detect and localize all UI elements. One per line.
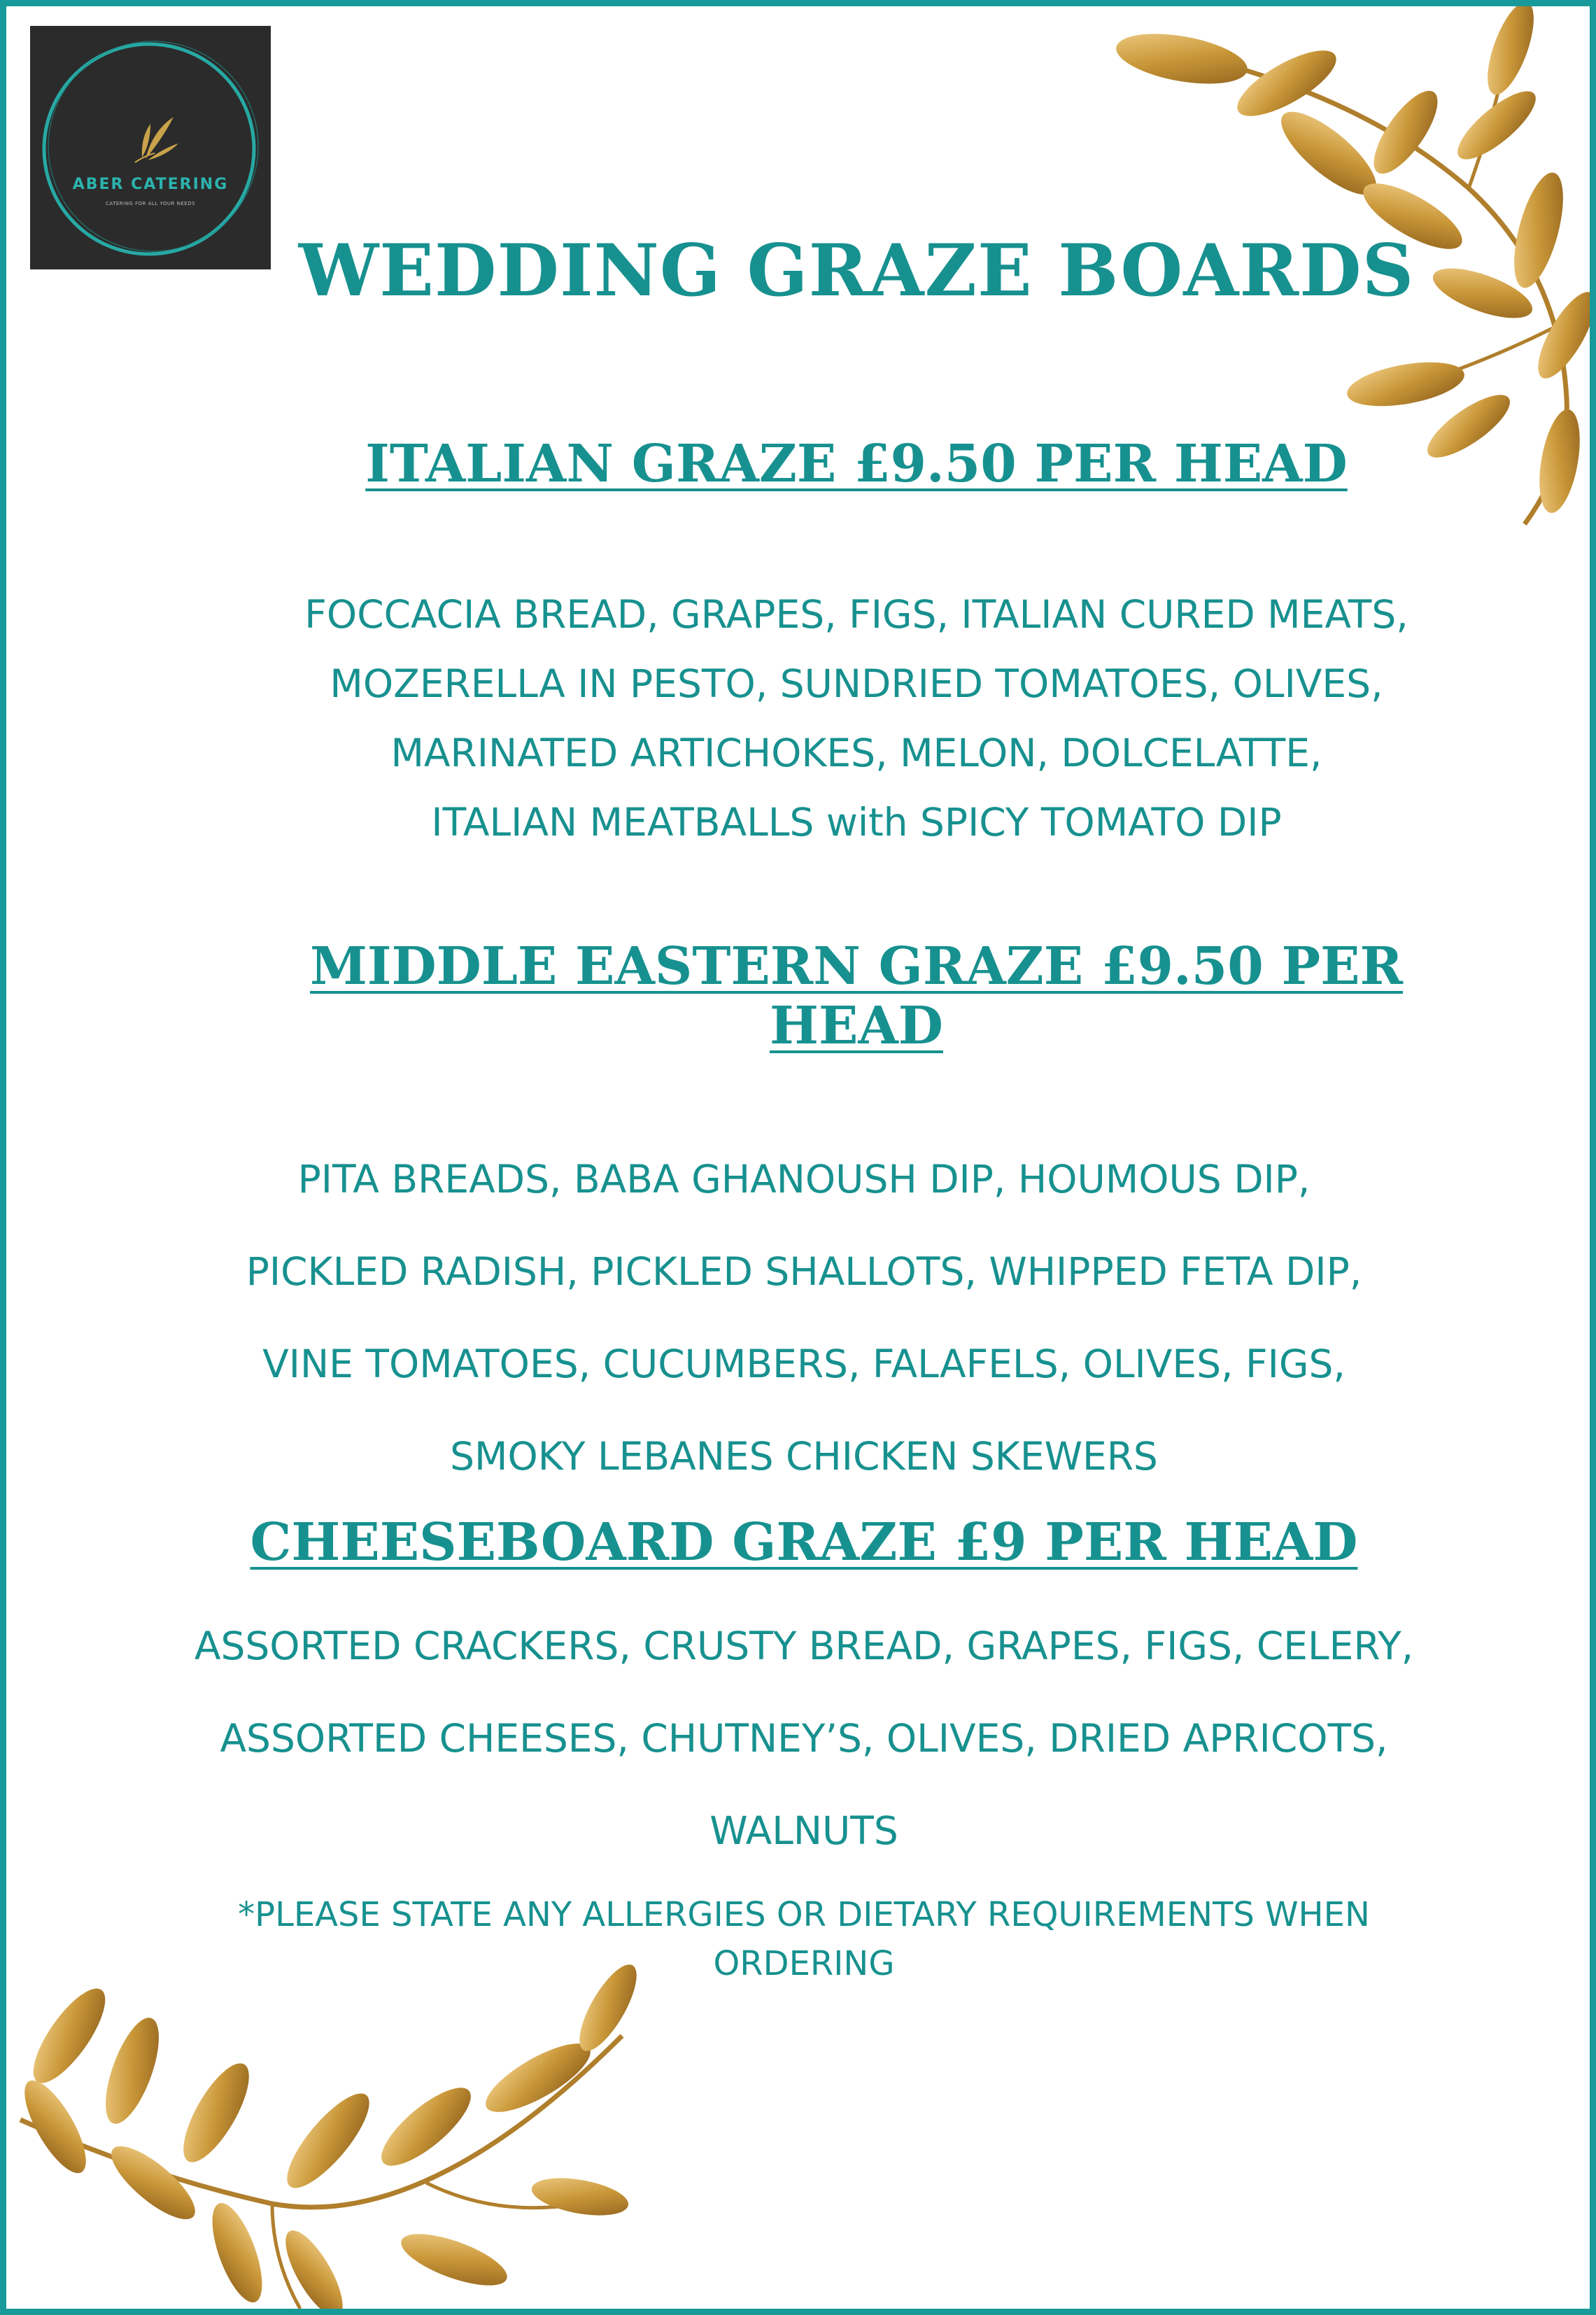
- logo-brand-name: ABER CATERING: [72, 176, 229, 193]
- note-line: *PLEASE STATE ANY ALLERGIES OR DIETARY REQUIREMENTS WHEN: [238, 1895, 1370, 1934]
- gold-leaf-branch-bottom-left-icon: [6, 1952, 678, 2315]
- item-line: VINE TOMATOES, CUCUMBERS, FALAFELS, OLIVES, FIGS,: [262, 1342, 1346, 1386]
- item-line: ASSORTED CRACKERS, CRUSTY BREAD, GRAPES, FIGS, CELERY,: [194, 1624, 1414, 1668]
- item-line: MOZERELLA IN PESTO, SUNDRIED TOMATOES, OLIVES,: [330, 661, 1383, 706]
- item-line: FOCCACIA BREAD, GRAPES, FIGS, ITALIAN CURED MEATS,: [304, 592, 1408, 637]
- item-line: ASSORTED CHEESES, CHUTNEY’S, OLIVES, DRIED APRICOTS,: [220, 1716, 1388, 1761]
- heading-line: MIDDLE EASTERN GRAZE £9.50 PER: [309, 936, 1404, 997]
- item-line: MARINATED ARTICHOKES, MELON, DOLCELATTE,: [390, 731, 1322, 775]
- item-line: WALNUTS: [709, 1808, 898, 1853]
- middle-eastern-graze-heading: [216, 937, 1497, 1056]
- italian-graze-heading: ITALIAN GRAZE £9.50 PER HEAD: [365, 434, 1348, 494]
- allergy-note: [118, 1891, 1490, 1988]
- logo-leaf-icon: [135, 117, 178, 162]
- item-line: SMOKY LEBANES CHICKEN SKEWERS: [450, 1434, 1158, 1479]
- heading-line: HEAD: [770, 996, 943, 1057]
- item-line: PITA BREADS, BABA GHANOUSH DIP, HOUMOUS DIP,: [297, 1157, 1311, 1202]
- logo-tagline: CATERING FOR ALL YOUR NEEDS: [105, 201, 196, 206]
- page-title: WEDDING GRAZE BOARDS: [298, 229, 1415, 313]
- middle-eastern-graze-items: [111, 1133, 1497, 1503]
- italian-graze-items: [181, 580, 1532, 857]
- item-line: ITALIAN MEATBALLS with SPICY TOMATO DIP: [431, 800, 1282, 845]
- note-line: ORDERING: [713, 1943, 895, 1983]
- cheeseboard-graze-heading: CHEESEBOARD GRAZE £9 PER HEAD: [250, 1512, 1358, 1572]
- cheeseboard-graze-items: [111, 1600, 1497, 1877]
- item-line: PICKLED RADISH, PICKLED SHALLOTS, WHIPPED FETA DIP,: [246, 1249, 1362, 1294]
